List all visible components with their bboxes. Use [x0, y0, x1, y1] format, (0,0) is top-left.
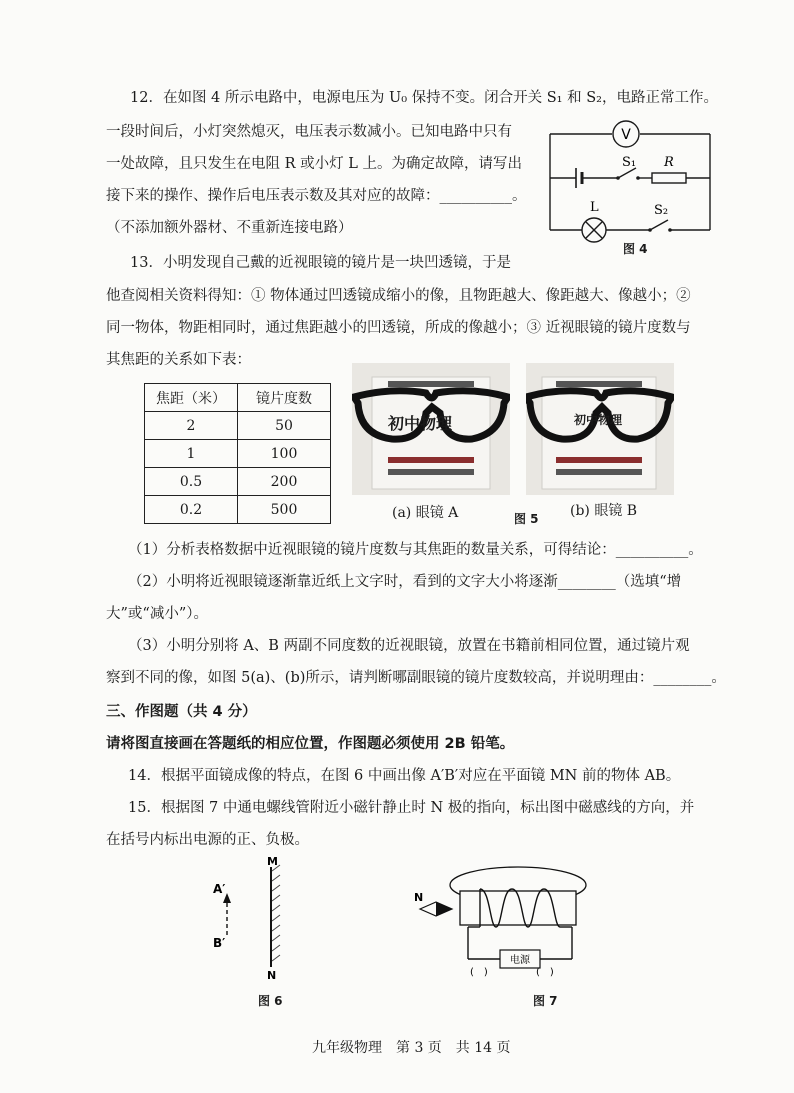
table-header-row — [145, 384, 331, 412]
table-row — [145, 440, 331, 468]
left-terminal-bracket[interactable]: ( ) — [470, 967, 488, 978]
q13-line1: 13．小明发现自己戴的近视眼镜的镜片是一块凹透镜，于是 — [130, 255, 511, 271]
figure-5-caption: 图 5 — [514, 512, 539, 526]
q14-text: 14．根据平面镜成像的特点，在图 6 中画出像 A′B′对应在平面镜 MN 前的物体 AB。 — [128, 768, 681, 784]
label-n: N — [267, 969, 277, 982]
right-terminal-bracket[interactable]: ( ) — [536, 967, 554, 978]
figure-6-caption: 图 6 — [258, 994, 283, 1008]
caption-glasses-a: (a) 眼镜 A — [392, 505, 459, 521]
table-cell: 100 — [238, 440, 331, 468]
label-a-prime: A′ — [213, 882, 226, 896]
q15-line1: 15．根据图 7 中通电螺线管附近小磁针静止时 N 极的指向，标出图中磁感线的方向，并 — [128, 800, 695, 816]
sub-question-3a: （3）小明分别将 A、B 两副不同度数的近视眼镜，放置在书籍前相同位置，通过镜片观 — [128, 638, 690, 654]
table-row — [145, 412, 331, 440]
table-row — [145, 496, 331, 524]
table-cell: 0.2 — [145, 496, 238, 524]
sub-question-2a: （2）小明将近视眼镜逐渐靠近纸上文字时，看到的文字大小将逐渐________（选填“增 — [128, 574, 682, 590]
q13-line2: 他查阅相关资料得知：① 物体通过凹透镜成缩小的像，且物距越大、像距越大、像越小；② — [106, 288, 691, 304]
q12-line3: 一处故障，且只发生在电阻 R 或小灯 L 上。为确定故障，请写出 — [106, 156, 522, 172]
sub-question-2b: 大”或“减小”）。 — [106, 606, 208, 622]
focal-degree-table — [144, 383, 331, 524]
photo-a-text: 初中物理 — [388, 414, 453, 433]
figure-4-circuit — [540, 110, 720, 260]
photo-glasses-b — [526, 363, 674, 495]
table-cell: 1 — [145, 440, 238, 468]
q12-line2: 一段时间后，小灯突然熄灭，电压表示数减小。已知电路中只有 — [106, 124, 512, 140]
label-b-prime: B′ — [213, 936, 226, 950]
voltmeter-label: V — [621, 127, 631, 143]
q13-line4: 其焦距的关系如下表： — [106, 352, 251, 368]
section-3-title: 三、作图题（共 4 分） — [106, 704, 257, 720]
r-label: R — [664, 155, 674, 170]
q12-line1: 12．在如图 4 所示电路中，电源电压为 U₀ 保持不变。闭合开关 S₁ 和 S₂，电路正常工作。 — [130, 90, 718, 106]
sub-question-3b: 察到不同的像，如图 5(a)、(b)所示，请判断哪副眼镜的镜片度数较高，并说明理由：________。 — [106, 670, 726, 686]
figure-4-caption: 图 4 — [623, 242, 648, 256]
power-source-label: 电源 — [510, 955, 530, 966]
figure-6-mirror — [205, 855, 305, 985]
table-cell: 0.5 — [145, 468, 238, 496]
table-cell: 500 — [238, 496, 331, 524]
q15-line2: 在括号内标出电源的正、负极。 — [106, 832, 309, 848]
table-cell: 50 — [238, 412, 331, 440]
caption-glasses-b: (b) 眼镜 B — [570, 503, 638, 519]
table-cell: 2 — [145, 412, 238, 440]
figure-7-solenoid — [410, 855, 610, 985]
table-cell: 200 — [238, 468, 331, 496]
q12-line5: （不添加额外器材、不重新连接电路） — [106, 220, 353, 236]
s2-label: S₂ — [654, 203, 669, 218]
label-m: M — [267, 855, 278, 868]
l-label: L — [590, 200, 599, 215]
needle-n-label: N — [414, 891, 424, 904]
s1-label: S₁ — [622, 155, 637, 170]
photo-glasses-a — [352, 363, 510, 495]
section-3-instruction: 请将图直接画在答题纸的相应位置，作图题必须使用 2B 铅笔。 — [106, 736, 515, 752]
photo-b-text: 初中物理 — [574, 413, 623, 427]
q12-line4: 接下来的操作、操作后电压表示数及其对应的故障：__________。 — [106, 188, 527, 204]
table-row — [145, 468, 331, 496]
sub-question-1: （1）分析表格数据中近视眼镜的镜片度数与其焦距的数量关系，可得结论：__________。 — [128, 542, 703, 558]
header-lens-degree: 镜片度数 — [238, 384, 331, 412]
figure-7-caption: 图 7 — [533, 994, 558, 1008]
q13-line3: 同一物体，物距相同时，通过焦距越小的凹透镜，所成的像越小；③ 近视眼镜的镜片度数与 — [106, 320, 691, 336]
header-focal-length: 焦距（米） — [145, 384, 238, 412]
page-footer: 九年级物理 第 3 页 共 14 页 — [312, 1040, 511, 1056]
